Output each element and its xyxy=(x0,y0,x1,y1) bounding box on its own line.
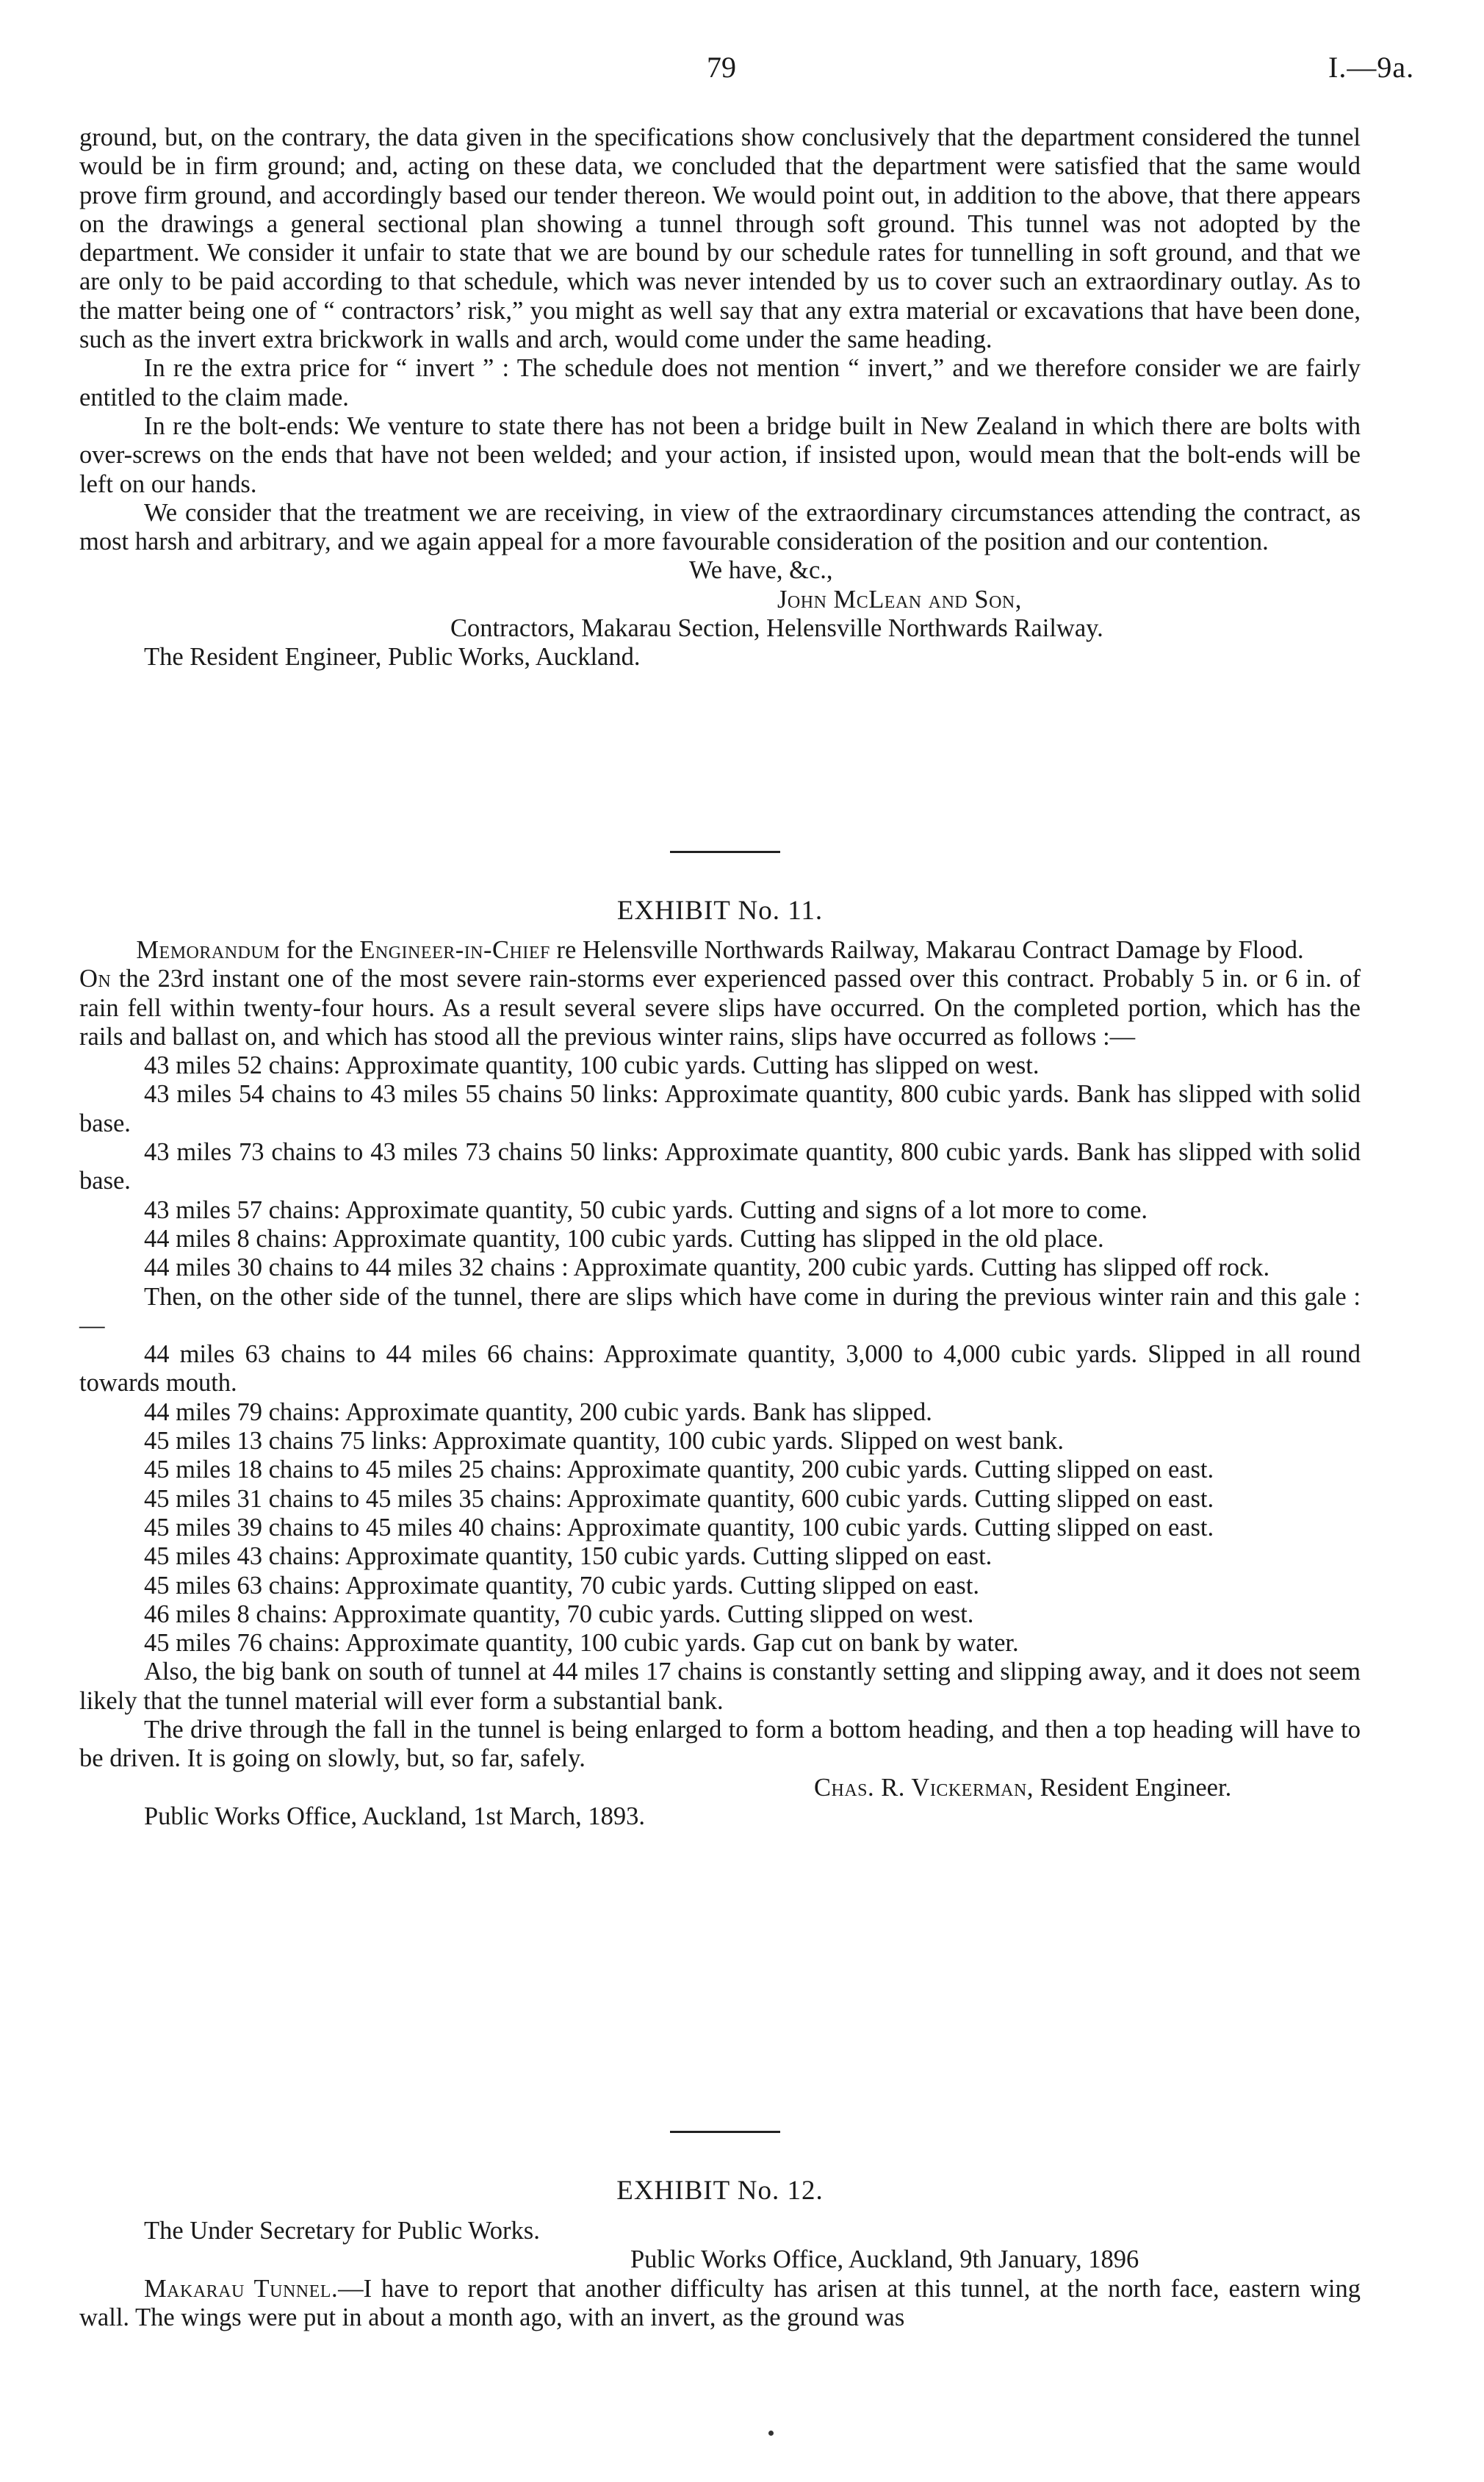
memo-signatory: Chas. R. Vickerman, xyxy=(814,1773,1034,1802)
exhibit-12-heading: EXHIBIT No. 12. xyxy=(616,2176,824,2206)
letter-signatory: John McLean and Son, xyxy=(777,585,1022,614)
slip-entry: 44 miles 30 chains to 44 miles 32 chains : Approximate quantity, 200 cubic yards. Cutting has slipped off rock. xyxy=(144,1253,1270,1282)
paragraph: ground, but, on the contrary, the data given in the specifications show conclusively that the department considered the tunnel would be in firm ground; and, acting on these data, we concluded that the department were satisfied that the same would prove firm ground, and accordingly based our tender thereon. We would point out, in addition to the above, that there appears on the drawings a general sectional plan showing a tunnel through soft ground. This tunnel was not adopted by the department. We consider it unfair to state that we are bound by our schedule rates for tunnelling in soft ground, and that we are only to be paid according to that schedule, which was never intended by us to cover such an extraordinary outlay. As to the matter being one of “ contractors’ risk,” you might as well say that any extra material or excavations that have been done, such as the invert extra brickwork in walls and arch, would come under the same heading. xyxy=(79,123,1361,354)
slip-entry: 43 miles 57 chains: Approximate quantity, 50 cubic yards. Cutting and signs of a lot more to come. xyxy=(144,1195,1148,1224)
letter-continuation xyxy=(79,123,1361,672)
memo-title xyxy=(79,936,1361,965)
slip-entry: 45 miles 31 chains to 45 miles 35 chains: Approximate quantity, 600 cubic yards. Cutting slipped on east. xyxy=(144,1484,1214,1513)
slip-entry: 43 miles 73 chains to 43 miles 73 chains 50 links: Approximate quantity, 800 cubic yards. Bank has slipped with solid base. xyxy=(79,1138,1361,1195)
slip-entry: 45 miles 63 chains: Approximate quantity, 70 cubic yards. Cutting slipped on east. xyxy=(144,1571,980,1600)
slip-entry: 44 miles 8 chains: Approximate quantity, 100 cubic yards. Cutting has slipped in the old place. xyxy=(144,1224,1104,1253)
paragraph: In re the extra price for “ invert ” : The schedule does not mention “ invert,” and we therefore consider we are fairly entitled to the claim made. xyxy=(79,354,1361,411)
document-reference: I.—9a. xyxy=(1328,51,1415,84)
section-divider xyxy=(670,2131,780,2133)
paragraph: Also, the big bank on south of tunnel at 44 miles 17 chains is constantly setting and slipping away, and it does not seem likely that the tunnel material will ever form a substantial bank. xyxy=(79,1658,1361,1715)
paragraph: The drive through the fall in the tunnel is being enlarged to form a bottom heading, and then a top heading will have to be driven. It is going on slowly, but, so far, safely. xyxy=(79,1716,1361,1773)
drop-cap: On xyxy=(79,965,112,993)
report-text: —I have to report that another difficulty has arisen at this tunnel, at the north face, eastern wing wall. The wings were put in about a month ago, with an invert, as the ground was xyxy=(79,2274,1361,2331)
page-number: 79 xyxy=(707,51,736,84)
slip-entry: 43 miles 54 chains to 43 miles 55 chains 50 links: Approximate quantity, 800 cubic yards. Bank has slipped with solid base. xyxy=(79,1080,1361,1137)
letter-salutation: We have, &c., xyxy=(689,556,833,585)
slip-entry: 45 miles 18 chains to 45 miles 25 chains: Approximate quantity, 200 cubic yards. Cutting slipped on east. xyxy=(144,1456,1214,1484)
paragraph: We consider that the treatment we are receiving, in view of the extraordinary circumstances attending the contract, as most harsh and arbitrary, and we again appeal for a more favourable consideration of the position and our contention. xyxy=(79,498,1361,556)
slip-entry: 45 miles 76 chains: Approximate quantity, 100 cubic yards. Gap cut on bank by water. xyxy=(144,1629,1019,1658)
paragraph xyxy=(79,2275,1361,2333)
memo-signatory-title: Resident Engineer. xyxy=(1040,1773,1232,1802)
letter-addressee: The Resident Engineer, Public Works, Auckland. xyxy=(144,643,641,672)
paragraph: Then, on the other side of the tunnel, there are slips which have come in during the previous winter rain and this gale :— xyxy=(79,1282,1361,1339)
exhibit-12-body xyxy=(79,2217,1361,2332)
exhibit-11-body xyxy=(79,936,1361,1831)
memo-dateline: Public Works Office, Auckland, 1st March, 1893. xyxy=(144,1802,646,1830)
slip-entry: 45 miles 39 chains to 45 miles 40 chains: Approximate quantity, 100 cubic yards. Cutting slipped on east. xyxy=(144,1513,1214,1542)
exhibit-12-addressee: The Under Secretary for Public Works. xyxy=(144,2217,540,2245)
slip-entry: 45 miles 13 chains 75 links: Approximate quantity, 100 cubic yards. Slipped on west bank. xyxy=(144,1427,1065,1456)
slip-entry: 46 miles 8 chains: Approximate quantity, 70 cubic yards. Cutting slipped on west. xyxy=(144,1600,974,1628)
memo-label: Memorandum xyxy=(136,936,281,964)
paragraph xyxy=(79,965,1361,1051)
slip-entry: 45 miles 43 chains: Approximate quantity, 150 cubic yards. Cutting slipped on east. xyxy=(144,1542,993,1571)
slip-entry: 44 miles 63 chains to 44 miles 66 chains: Approximate quantity, 3,000 to 4,000 cubic yards. Slipped in all round towards mouth. xyxy=(79,1340,1361,1398)
section-divider xyxy=(670,851,780,853)
page-mark xyxy=(768,2431,774,2436)
memo-subject: re Helensville Northwards Railway, Makarau Contract Damage by Flood. xyxy=(556,936,1304,964)
opening-text: the 23rd instant one of the most severe rain-storms ever experienced passed over this contract. Probably 5 in. or 6 in. of rain fell within twenty-four hours. As a result several severe slips have occurred. On the completed portion, which has the rails and ballast on, and which has stood all the previous winter rains, slips have occurred as follows :— xyxy=(79,965,1361,1051)
slip-entry: 43 miles 52 chains: Approximate quantity, 100 cubic yards. Cutting has slipped on west. xyxy=(144,1051,1040,1080)
memo-signature xyxy=(79,1774,1361,1802)
memo-recipient: Engineer-in-Chief xyxy=(359,936,550,964)
slip-entry: 44 miles 79 chains: Approximate quantity, 200 cubic yards. Bank has slipped. xyxy=(144,1398,932,1426)
exhibit-11-heading: EXHIBIT No. 11. xyxy=(616,896,824,926)
exhibit-12-dateline: Public Works Office, Auckland, 9th January, 1896 xyxy=(630,2245,1139,2274)
paragraph: In re the bolt-ends: We venture to state there has not been a bridge built in New Zealand in which there are bolts with over-screws on the ends that have not been welded; and your action, if insisted upon, would mean that the bolt-ends will be left on our hands. xyxy=(79,411,1361,498)
memo-mid: for the xyxy=(286,936,353,964)
letter-signatory-title: Contractors, Makarau Section, Helensville Northwards Railway. xyxy=(450,614,1103,643)
subject-heading: Makarau Tunnel. xyxy=(144,2274,339,2303)
